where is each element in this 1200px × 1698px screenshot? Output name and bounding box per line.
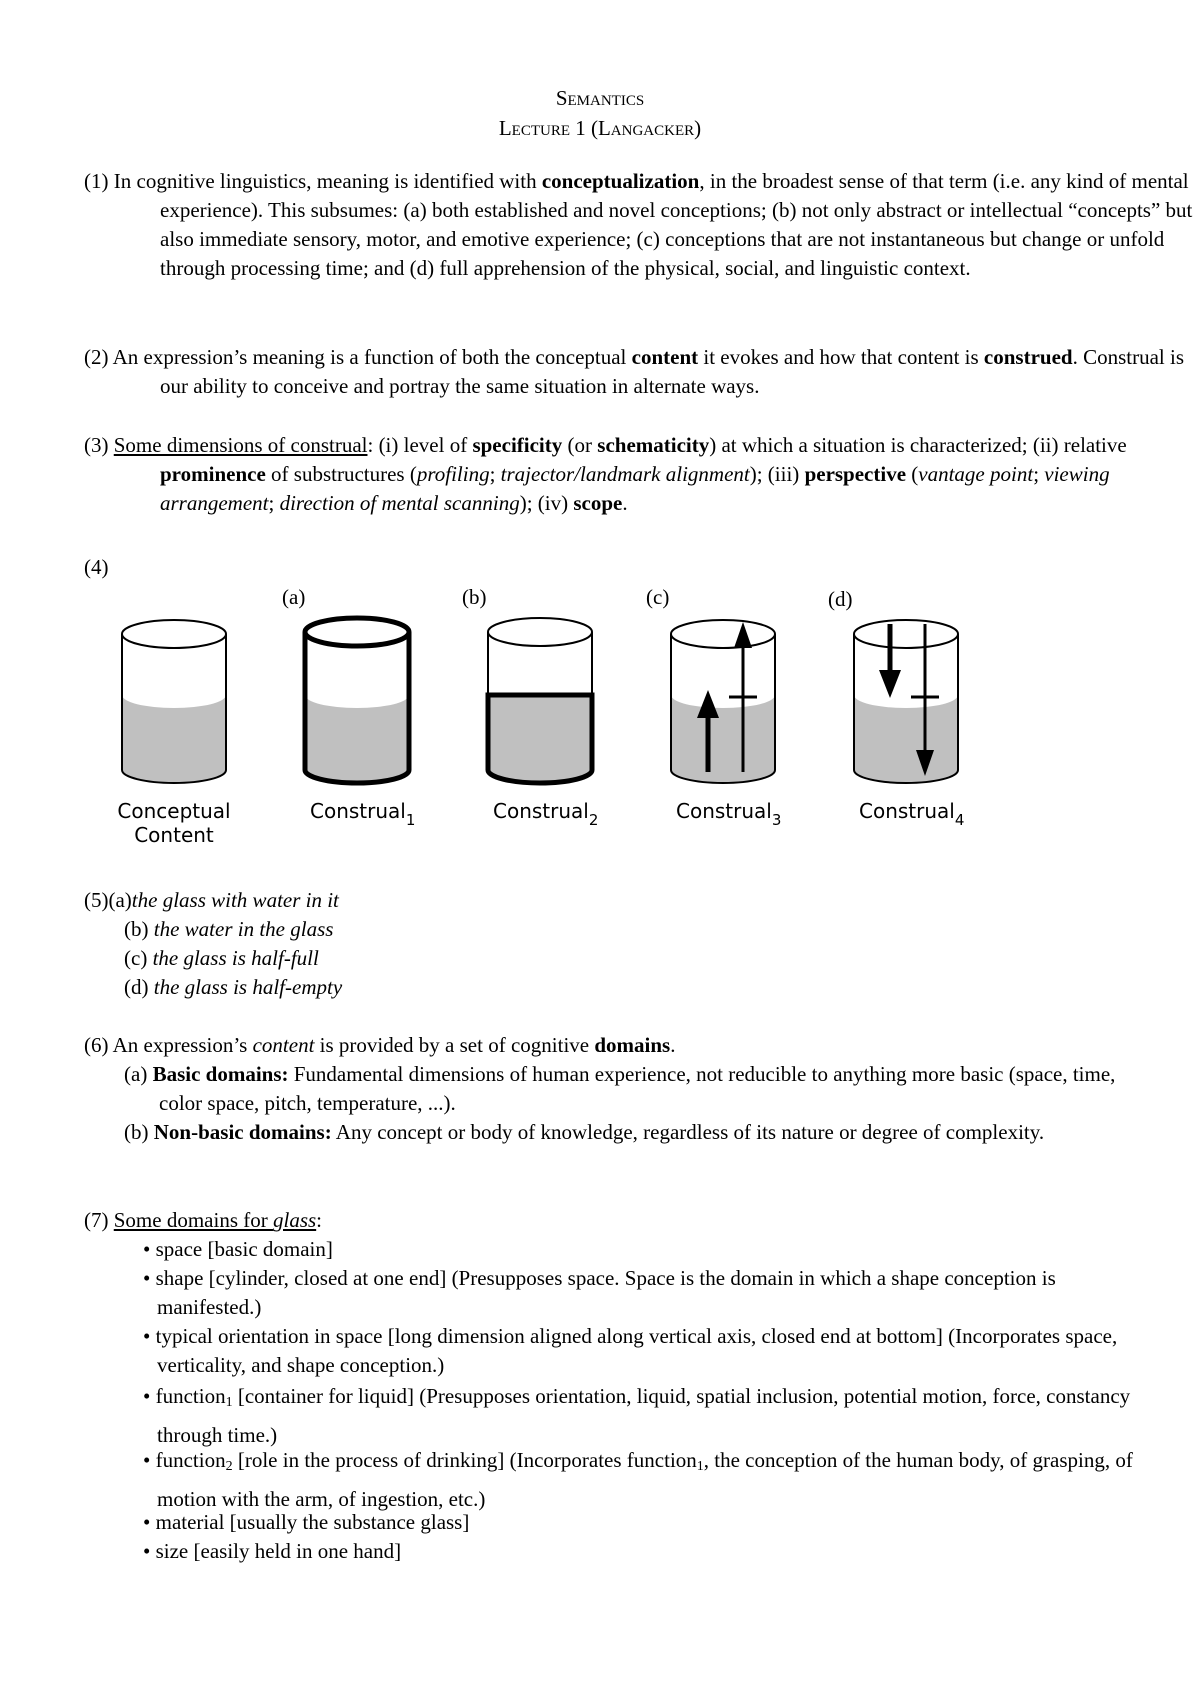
paragraph-6b: (b) Non-basic domains: Any concept or body of knowledge, regardless of its nature or degree of complexity. <box>124 1120 1045 1144</box>
domain-item-shape: • shape [cylinder, closed at one end] (Presupposes space. Space is the domain in which a shape conception is manifested.) <box>143 1266 1056 1319</box>
domain-item-function2: • function$_2$ [role in the process of drinking] (Incorporates function$_1$, the conception of the human body, of grasping, of motion with the arm, of ingestion, etc.) <box>143 1448 1133 1511</box>
caption-conceptual-line1: Conceptual <box>117 799 231 823</box>
glass-conceptual-content <box>122 620 226 783</box>
domain-item-function1: • function$_1$ [container for liquid] (Presupposes orientation, liquid, spatial inclusion, potential motion, force, constancy through time.) <box>143 1384 1131 1447</box>
paragraph-2: (2) An expression’s meaning is a function of both the conceptual content it evokes and how that content is construed. Construal is our ability to conceive and portray the same situation in alternate ways. <box>84 345 1185 398</box>
paragraph-6-intro: (6) An expression’s content is provided by a set of cognitive domains. <box>84 1033 676 1057</box>
domain-item-material: • material [usually the substance glass] <box>143 1510 470 1534</box>
caption-conceptual-line2: Content <box>134 823 214 847</box>
example-5a: (5)(a)the glass with water in it <box>84 888 339 912</box>
glass-construal-3 <box>671 620 775 783</box>
construal-figure <box>0 580 1200 855</box>
figure-label-b: (b) <box>462 585 487 609</box>
paragraph-3: (3) Some dimensions of construal: (i) level of specificity (or schematicity) at which a situation is characterized; (ii) relative prominence of substructures (profiling; trajector/landmark alignment); (iii) perspective (vantage point; viewing arrangement; direction of mental scanning); (iv) scope. <box>84 433 1127 515</box>
caption-construal-4: Construal$_4$ <box>859 799 965 829</box>
figure-label-c: (c) <box>646 585 670 609</box>
domain-item-size: • size [easily held in one hand] <box>143 1539 402 1563</box>
figure-number: (4) <box>84 555 109 579</box>
paragraph-7-heading: (7) Some domains for glass: <box>84 1208 323 1232</box>
glass-construal-2 <box>488 618 592 783</box>
paragraph-1: (1) In cognitive linguistics, meaning is identified with conceptualization, in the broadest sense of that term (i.e. any kind of mental experience). This subsumes: (a) both established and novel conceptions; (b) not only abstract or intellectual “concepts” but also immediate sensory, motor, and emotive experience; (c) conceptions that are not instantaneous but change or unfold through processing time; and (d) full apprehension of the physical, social, and linguistic context. <box>84 169 1193 280</box>
glass-construal-4 <box>854 620 958 783</box>
caption-construal-3: Construal$_3$ <box>676 799 782 829</box>
example-5b: (b) the water in the glass <box>124 917 334 941</box>
figure-label-d: (d) <box>828 587 853 611</box>
example-5c: (c) the glass is half-full <box>124 946 319 970</box>
document-title: Semantics <box>555 86 645 110</box>
figure-label-a: (a) <box>282 585 306 609</box>
glass-construal-1 <box>305 618 409 783</box>
domain-item-orientation: • typical orientation in space [long dimension aligned along vertical axis, closed end at bottom] (Incorporates space, verticality, and shape conception.) <box>143 1324 1118 1377</box>
paragraph-6a: (a) Basic domains: Fundamental dimensions of human experience, not reducible to anything more basic (space, time, color space, pitch, temperature, ...). <box>124 1062 1116 1115</box>
document-subtitle: Lecture 1 (Langacker) <box>498 116 702 140</box>
caption-construal-1: Construal$_1$ <box>310 799 416 829</box>
caption-construal-2: Construal$_2$ <box>493 799 599 829</box>
example-5d: (d) the glass is half-empty <box>124 975 343 999</box>
domain-item-space: • space [basic domain] <box>143 1237 333 1261</box>
